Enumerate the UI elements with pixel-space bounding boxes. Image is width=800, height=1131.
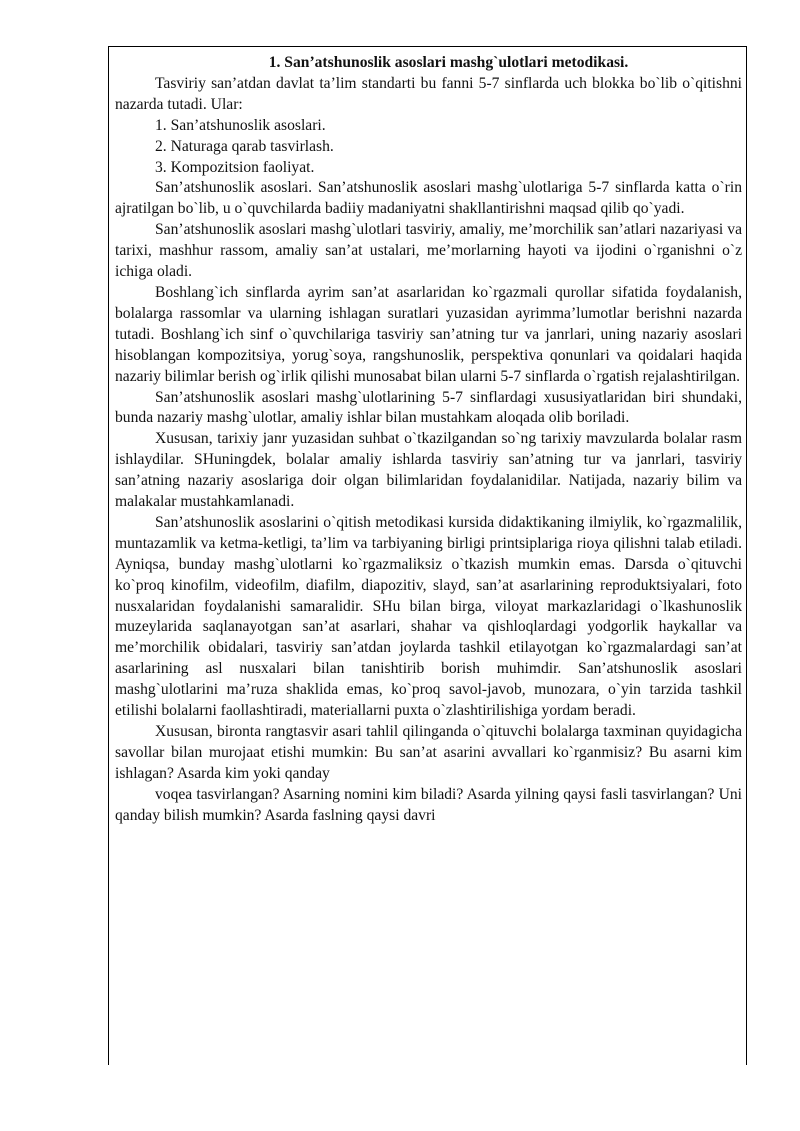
paragraph: Xususan, tarixiy janr yuzasidan suhbat o`tkazilgandan so`ng tarixiy mavzularda bolalar rasm ishlaydilar. SHuningdek, bolalar amaliy ishlarda tasviriy san’atning tur va janrlari, tasviriy san’atning nazariy asoslariga doir olgan bilimlaridan foydalanidilar. Natijada, nazariy bilim va malakalar mustahkamlanadi.	[115, 430, 742, 511]
paragraph: San’atshunoslik asoslari mashg`ulotlarining 5-7 sinflardagi xususiyatlaridan biri shundaki, bunda nazariy mashg`ulotlar, amaliy ishlar bilan mustahkam aloqada olib boriladi.	[115, 388, 742, 427]
paragraph: Boshlang`ich sinflarda ayrim san’at asarlaridan ko`rgazmali qurollar sifatida foydalanish, bolalarga rassomlar va ularning ishlagan suratlari yuzasidan ayrimma’lumotlar berishni nazarda tutadi. Boshlang`ich sinf o`quvchilariga tasviriy san’atning tur va janrlari, uning nazariy asoslari hisoblangan kompozitsiya, yorug`soya, rangshunoslik, perspektiva qonunlari va qoidalari haqida nazariy bilimlar berish og`irlik qilishi munosabat bilan ularni 5-7 sinflarda o`rgatish rejalashtirilgan.	[115, 283, 742, 385]
list-item: 3. Kompozitsion faoliyat.	[155, 158, 315, 176]
paragraph: voqea tasvirlangan? Asarning nomini kim biladi? Asarda yilning qaysi fasli tasvirlangan? Uni qanday bilish mumkin? Asarda faslning qaysi davri	[115, 785, 742, 824]
paragraph: San’atshunoslik asoslarini o`qitish metodikasi kursida didaktikaning ilmiylik, ko`rgazmalilik, muntazamlik va ketma-ketligi, ta’lim va tarbiyaning birligi printsiplariga rioya qilishni talab etiladi. Ayniqsa, bunday mashg`ulotlarni ko`rgazmaliksiz o`tkazish mumkin emas. Darsda o`qituvchi ko`proq kinofilm, videofilm, diafilm, diapozitiv, slayd, san’at asarlarining reproduktsiyalari, foto nusxalaridan foydalanishi samaralidir. SHu bilan birga, viloyat markazlaridagi o`lkashunoslik muzeylarida saqlanayotgan san’at asarlari, shahar va qishloqlardagi yodgorlik haykallar va me’morchilik obidalari, tasviriy san’atdan joylarda tashkil etilayotgan ko`rgazmalardagi san’at asarlarining asl nusxalari bilan tanishtirib borish muhimdir. San’atshunoslik asoslari mashg`ulotlarini ma’ruza shaklida emas, ko`proq savol-javob, munozara, o`yin tarzida tashkil etilishi bolalarni faollashtiradi, materiallarni puxta o`zlashtirilishiga yordam beradi.	[115, 513, 742, 720]
intro-paragraph: Tasviriy san’atdan davlat ta’lim standarti bu fanni 5-7 sinflarda uch blokka bo`lib o`qitishni nazarda tutadi. Ular:	[115, 74, 742, 113]
document-title: 1. San’atshunoslik asoslari mashg`ulotlari metodikasi.	[268, 54, 629, 71]
paragraph: San’atshunoslik asoslari. San’atshunoslik asoslari mashg`ulotlariga 5-7 sinflarda katta o`rin ajratilgan bo`lib, u o`quvchilarda badiiy madaniyatni shakllantirishni maqsad qilib qo`yadi.	[115, 179, 742, 218]
paragraph: Xususan, bironta rangtasvir asari tahlil qilinganda o`qituvchi bolalarga taxminan quyidagicha savollar bilan murojaat etishi mumkin: Bu san’at asarini avvallari ko`rganmisiz? Bu asarni kim ishlagan? Asarda kim yoki qanday	[115, 723, 742, 782]
paragraph: San’atshunoslik asoslari mashg`ulotlari tasviriy, amaliy, me’morchilik san’atlari nazariyasi va tarixi, mashhur rassom, amaliy san’at ustalari, me’morlarning hayoti va ijodini o`rganishni o`z ichiga oladi.	[115, 221, 742, 281]
document-page	[108, 46, 747, 1065]
list-item: 2. Naturaga qarab tasvirlash.	[155, 137, 334, 155]
list-item: 1. San’atshunoslik asoslari.	[155, 116, 326, 134]
